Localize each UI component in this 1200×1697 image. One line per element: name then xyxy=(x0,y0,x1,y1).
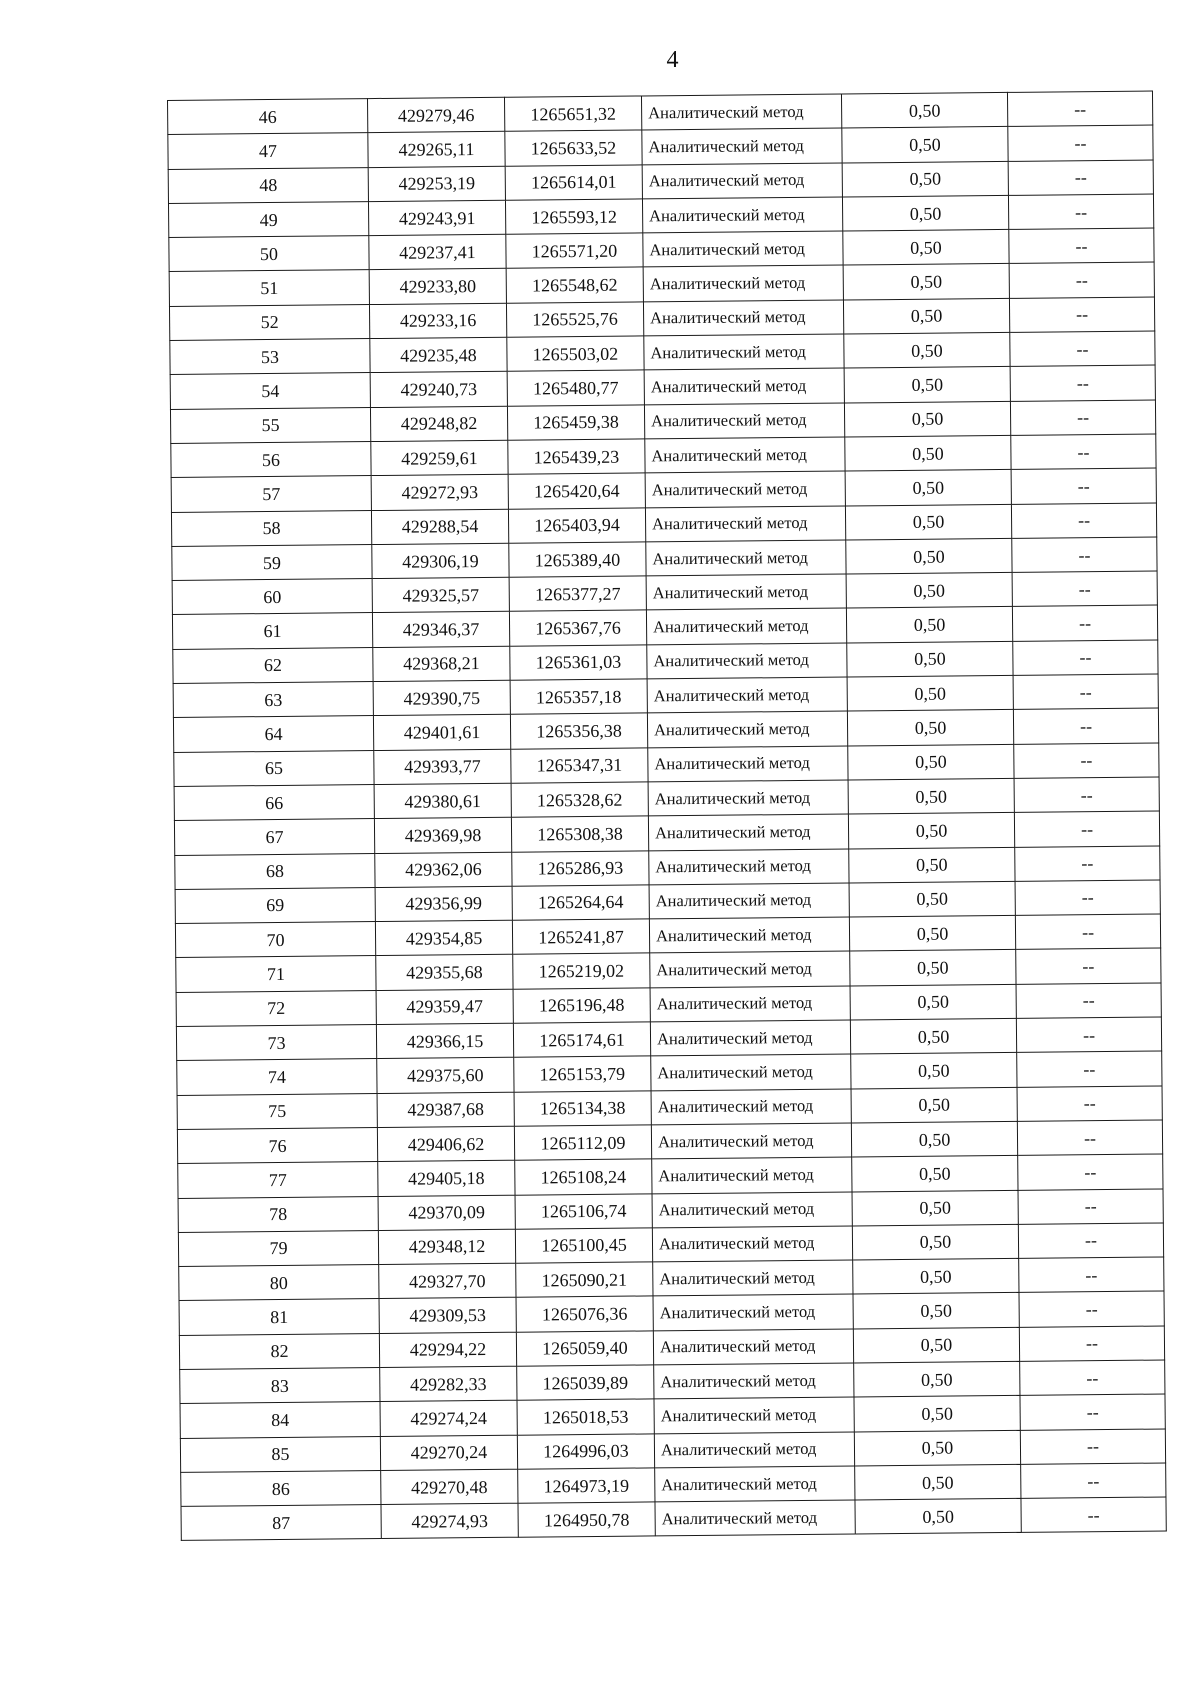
y-coordinate-cell: 1265196,48 xyxy=(513,988,650,1024)
x-coordinate-cell: 429288,54 xyxy=(371,509,508,545)
method-cell: Аналитический метод xyxy=(652,1191,852,1227)
x-coordinate-cell: 429237,41 xyxy=(369,234,506,270)
y-coordinate-cell: 1265357,18 xyxy=(510,679,647,715)
x-coordinate-cell: 429366,15 xyxy=(376,1023,513,1059)
accuracy-cell: 0,50 xyxy=(848,778,1014,814)
y-coordinate-cell: 1265347,31 xyxy=(511,748,648,784)
x-coordinate-cell: 429253,19 xyxy=(368,166,505,202)
point-number-cell: 83 xyxy=(180,1368,380,1404)
x-coordinate-cell: 429380,61 xyxy=(374,783,511,819)
x-coordinate-cell: 429348,12 xyxy=(378,1229,515,1265)
method-cell: Аналитический метод xyxy=(645,437,845,473)
method-cell: Аналитический метод xyxy=(655,1466,855,1502)
point-number-cell: 84 xyxy=(180,1402,380,1438)
x-coordinate-cell: 429270,24 xyxy=(380,1435,517,1471)
y-coordinate-cell: 1265403,94 xyxy=(508,507,645,543)
x-coordinate-cell: 429369,98 xyxy=(374,817,511,853)
method-cell: Аналитический метод xyxy=(646,540,846,576)
note-cell: -- xyxy=(1008,125,1153,161)
point-number-cell: 57 xyxy=(171,476,371,512)
accuracy-cell: 0,50 xyxy=(851,1087,1017,1123)
accuracy-cell: 0,50 xyxy=(845,435,1011,471)
x-coordinate-cell: 429387,68 xyxy=(377,1092,514,1128)
method-cell: Аналитический метод xyxy=(653,1260,853,1296)
x-coordinate-cell: 429233,16 xyxy=(369,303,506,339)
method-cell: Аналитический метод xyxy=(651,1054,851,1090)
y-coordinate-cell: 1265356,38 xyxy=(510,713,647,749)
note-cell: -- xyxy=(1020,1360,1165,1396)
note-cell: -- xyxy=(1017,1120,1162,1156)
x-coordinate-cell: 429248,82 xyxy=(370,406,507,442)
accuracy-cell: 0,50 xyxy=(845,470,1011,506)
x-coordinate-cell: 429235,48 xyxy=(370,337,507,373)
y-coordinate-cell: 1265367,76 xyxy=(509,610,646,646)
note-cell: -- xyxy=(1021,1463,1166,1499)
accuracy-cell: 0,50 xyxy=(842,195,1008,231)
accuracy-cell: 0,50 xyxy=(853,1258,1019,1294)
x-coordinate-cell: 429370,09 xyxy=(378,1195,515,1231)
point-number-cell: 47 xyxy=(168,133,368,169)
point-number-cell: 87 xyxy=(181,1505,381,1541)
x-coordinate-cell: 429359,47 xyxy=(376,989,513,1025)
method-cell: Аналитический метод xyxy=(649,917,849,953)
y-coordinate-cell: 1265633,52 xyxy=(505,130,642,166)
accuracy-cell: 0,50 xyxy=(842,161,1008,197)
method-cell: Аналитический метод xyxy=(652,1157,852,1193)
note-cell: -- xyxy=(1020,1394,1165,1430)
note-cell: -- xyxy=(1009,297,1154,333)
y-coordinate-cell: 1265090,21 xyxy=(516,1262,653,1298)
method-cell: Аналитический метод xyxy=(653,1294,853,1330)
point-number-cell: 56 xyxy=(171,442,371,478)
method-cell: Аналитический метод xyxy=(650,986,850,1022)
point-number-cell: 71 xyxy=(176,956,376,992)
point-number-cell: 59 xyxy=(172,544,372,580)
point-number-cell: 74 xyxy=(177,1059,377,1095)
method-cell: Аналитический метод xyxy=(643,300,843,336)
point-number-cell: 81 xyxy=(179,1299,379,1335)
note-cell: -- xyxy=(1012,605,1157,641)
y-coordinate-cell: 1264973,19 xyxy=(518,1468,655,1504)
point-number-cell: 64 xyxy=(173,716,373,752)
note-cell: -- xyxy=(1018,1154,1163,1190)
y-coordinate-cell: 1265018,53 xyxy=(517,1399,654,1435)
point-number-cell: 70 xyxy=(175,922,375,958)
note-cell: -- xyxy=(1019,1257,1164,1293)
y-coordinate-cell: 1265112,09 xyxy=(514,1125,651,1161)
method-cell: Аналитический метод xyxy=(644,403,844,439)
note-cell: -- xyxy=(1019,1326,1164,1362)
note-cell: -- xyxy=(1010,365,1155,401)
method-cell: Аналитический метод xyxy=(648,746,848,782)
point-number-cell: 58 xyxy=(171,510,371,546)
method-cell: Аналитический метод xyxy=(648,814,848,850)
method-cell: Аналитический метод xyxy=(652,1226,852,1262)
accuracy-cell: 0,50 xyxy=(853,1327,1019,1363)
y-coordinate-cell: 1265459,38 xyxy=(507,405,644,441)
point-number-cell: 50 xyxy=(169,236,369,272)
coordinates-table-body xyxy=(168,91,1167,1541)
y-coordinate-cell: 1265241,87 xyxy=(512,919,649,955)
point-number-cell: 62 xyxy=(173,647,373,683)
point-number-cell: 76 xyxy=(177,1127,377,1163)
y-coordinate-cell: 1265593,12 xyxy=(505,199,642,235)
x-coordinate-cell: 429356,99 xyxy=(375,886,512,922)
x-coordinate-cell: 429265,11 xyxy=(368,132,505,168)
x-coordinate-cell: 429393,77 xyxy=(374,749,511,785)
method-cell: Аналитический метод xyxy=(650,1020,850,1056)
x-coordinate-cell: 429233,80 xyxy=(369,269,506,305)
x-coordinate-cell: 429306,19 xyxy=(372,543,509,579)
note-cell: -- xyxy=(1019,1291,1164,1327)
point-number-cell: 68 xyxy=(175,853,375,889)
note-cell: -- xyxy=(1010,331,1155,367)
x-coordinate-cell: 429405,18 xyxy=(378,1160,515,1196)
x-coordinate-cell: 429240,73 xyxy=(370,372,507,408)
note-cell: -- xyxy=(1010,400,1155,436)
accuracy-cell: 0,50 xyxy=(844,332,1010,368)
y-coordinate-cell: 1265525,76 xyxy=(506,302,643,338)
x-coordinate-cell: 429259,61 xyxy=(371,440,508,476)
x-coordinate-cell: 429274,24 xyxy=(380,1400,517,1436)
note-cell: -- xyxy=(1007,91,1152,127)
x-coordinate-cell: 429362,06 xyxy=(375,852,512,888)
accuracy-cell: 0,50 xyxy=(854,1361,1020,1397)
y-coordinate-cell: 1265308,38 xyxy=(511,816,648,852)
point-number-cell: 65 xyxy=(174,750,374,786)
method-cell: Аналитический метод xyxy=(654,1363,854,1399)
point-number-cell: 46 xyxy=(168,99,368,135)
x-coordinate-cell: 429354,85 xyxy=(375,920,512,956)
x-coordinate-cell: 429270,48 xyxy=(381,1469,518,1505)
method-cell: Аналитический метод xyxy=(648,780,848,816)
note-cell: -- xyxy=(1014,811,1159,847)
accuracy-cell: 0,50 xyxy=(852,1224,1018,1260)
accuracy-cell: 0,50 xyxy=(848,813,1014,849)
point-number-cell: 55 xyxy=(170,407,370,443)
accuracy-cell: 0,50 xyxy=(848,744,1014,780)
method-cell: Аналитический метод xyxy=(644,334,844,370)
accuracy-cell: 0,50 xyxy=(847,675,1013,711)
note-cell: -- xyxy=(1020,1429,1165,1465)
note-cell: -- xyxy=(1014,777,1159,813)
y-coordinate-cell: 1265134,38 xyxy=(514,1091,651,1127)
y-coordinate-cell: 1265420,64 xyxy=(508,473,645,509)
point-number-cell: 63 xyxy=(173,682,373,718)
x-coordinate-cell: 429279,46 xyxy=(367,97,504,133)
method-cell: Аналитический метод xyxy=(651,1089,851,1125)
x-coordinate-cell: 429325,57 xyxy=(372,577,509,613)
y-coordinate-cell: 1265361,03 xyxy=(510,645,647,681)
accuracy-cell: 0,50 xyxy=(843,264,1009,300)
note-cell: -- xyxy=(1015,880,1160,916)
note-cell: -- xyxy=(1016,948,1161,984)
x-coordinate-cell: 429282,33 xyxy=(380,1366,517,1402)
y-coordinate-cell: 1265106,74 xyxy=(515,1193,652,1229)
method-cell: Аналитический метод xyxy=(655,1500,855,1536)
y-coordinate-cell: 1265100,45 xyxy=(515,1228,652,1264)
method-cell: Аналитический метод xyxy=(646,574,846,610)
note-cell: -- xyxy=(1016,983,1161,1019)
y-coordinate-cell: 1265548,62 xyxy=(506,267,643,303)
note-cell: -- xyxy=(1017,1086,1162,1122)
y-coordinate-cell: 1265059,40 xyxy=(516,1331,653,1367)
point-number-cell: 67 xyxy=(174,819,374,855)
method-cell: Аналитический метод xyxy=(646,608,846,644)
y-coordinate-cell: 1265439,23 xyxy=(508,439,645,475)
point-number-cell: 75 xyxy=(177,1093,377,1129)
point-number-cell: 78 xyxy=(178,1196,378,1232)
note-cell: -- xyxy=(1013,708,1158,744)
y-coordinate-cell: 1265377,27 xyxy=(509,576,646,612)
x-coordinate-cell: 429368,21 xyxy=(373,646,510,682)
method-cell: Аналитический метод xyxy=(647,677,847,713)
method-cell: Аналитический метод xyxy=(649,883,849,919)
y-coordinate-cell: 1265286,93 xyxy=(512,850,649,886)
note-cell: -- xyxy=(1013,640,1158,676)
point-number-cell: 53 xyxy=(170,339,370,375)
x-coordinate-cell: 429309,53 xyxy=(379,1298,516,1334)
note-cell: -- xyxy=(1017,1051,1162,1087)
page-number: 4 xyxy=(666,47,679,73)
method-cell: Аналитический метод xyxy=(645,471,845,507)
point-number-cell: 60 xyxy=(172,579,372,615)
x-coordinate-cell: 429375,60 xyxy=(377,1058,514,1094)
x-coordinate-cell: 429274,93 xyxy=(381,1503,518,1539)
x-coordinate-cell: 429401,61 xyxy=(373,715,510,751)
y-coordinate-cell: 1265264,64 xyxy=(512,885,649,921)
note-cell: -- xyxy=(1015,846,1160,882)
note-cell: -- xyxy=(1012,571,1157,607)
note-cell: -- xyxy=(1009,228,1154,264)
method-cell: Аналитический метод xyxy=(654,1397,854,1433)
y-coordinate-cell: 1265480,77 xyxy=(507,370,644,406)
point-number-cell: 72 xyxy=(176,990,376,1026)
note-cell: -- xyxy=(1011,434,1156,470)
accuracy-cell: 0,50 xyxy=(849,881,1015,917)
accuracy-cell: 0,50 xyxy=(853,1293,1019,1329)
note-cell: -- xyxy=(1014,743,1159,779)
method-cell: Аналитический метод xyxy=(654,1432,854,1468)
point-number-cell: 73 xyxy=(176,1025,376,1061)
accuracy-cell: 0,50 xyxy=(846,573,1012,609)
y-coordinate-cell: 1264950,78 xyxy=(518,1502,655,1538)
note-cell: -- xyxy=(1021,1497,1166,1533)
x-coordinate-cell: 429294,22 xyxy=(379,1332,516,1368)
accuracy-cell: 0,50 xyxy=(850,950,1016,986)
point-number-cell: 54 xyxy=(170,373,370,409)
point-number-cell: 82 xyxy=(179,1333,379,1369)
point-number-cell: 79 xyxy=(178,1230,378,1266)
accuracy-cell: 0,50 xyxy=(841,92,1007,128)
point-number-cell: 85 xyxy=(180,1436,380,1472)
accuracy-cell: 0,50 xyxy=(851,1053,1017,1089)
note-cell: -- xyxy=(1011,468,1156,504)
method-cell: Аналитический метод xyxy=(644,368,844,404)
accuracy-cell: 0,50 xyxy=(852,1190,1018,1226)
y-coordinate-cell: 1265108,24 xyxy=(515,1159,652,1195)
x-coordinate-cell: 429390,75 xyxy=(373,680,510,716)
note-cell: -- xyxy=(1016,1017,1161,1053)
accuracy-cell: 0,50 xyxy=(842,127,1008,163)
accuracy-cell: 0,50 xyxy=(845,504,1011,540)
point-number-cell: 48 xyxy=(168,167,368,203)
y-coordinate-cell: 1265039,89 xyxy=(517,1365,654,1401)
accuracy-cell: 0,50 xyxy=(849,847,1015,883)
note-cell: -- xyxy=(1015,914,1160,950)
accuracy-cell: 0,50 xyxy=(843,230,1009,266)
method-cell: Аналитический метод xyxy=(643,231,843,267)
note-cell: -- xyxy=(1012,537,1157,573)
y-coordinate-cell: 1265328,62 xyxy=(511,782,648,818)
point-number-cell: 66 xyxy=(174,784,374,820)
accuracy-cell: 0,50 xyxy=(854,1430,1020,1466)
accuracy-cell: 0,50 xyxy=(852,1156,1018,1192)
accuracy-cell: 0,50 xyxy=(850,984,1016,1020)
point-number-cell: 49 xyxy=(168,201,368,237)
point-number-cell: 80 xyxy=(179,1265,379,1301)
note-cell: -- xyxy=(1013,674,1158,710)
note-cell: -- xyxy=(1011,503,1156,539)
y-coordinate-cell: 1265389,40 xyxy=(509,542,646,578)
method-cell: Аналитический метод xyxy=(643,266,843,302)
note-cell: -- xyxy=(1009,263,1154,299)
method-cell: Аналитический метод xyxy=(647,711,847,747)
method-cell: Аналитический метод xyxy=(653,1329,853,1365)
method-cell: Аналитический метод xyxy=(641,94,841,130)
note-cell: -- xyxy=(1008,194,1153,230)
point-number-cell: 51 xyxy=(169,270,369,306)
y-coordinate-cell: 1265651,32 xyxy=(504,96,641,132)
note-cell: -- xyxy=(1008,160,1153,196)
note-cell: -- xyxy=(1018,1188,1163,1224)
accuracy-cell: 0,50 xyxy=(846,538,1012,574)
point-number-cell: 77 xyxy=(178,1162,378,1198)
accuracy-cell: 0,50 xyxy=(851,1121,1017,1157)
y-coordinate-cell: 1265614,01 xyxy=(505,165,642,201)
accuracy-cell: 0,50 xyxy=(850,1018,1016,1054)
method-cell: Аналитический метод xyxy=(642,128,842,164)
accuracy-cell: 0,50 xyxy=(847,710,1013,746)
accuracy-cell: 0,50 xyxy=(846,607,1012,643)
x-coordinate-cell: 429346,37 xyxy=(372,612,509,648)
accuracy-cell: 0,50 xyxy=(855,1499,1021,1535)
accuracy-cell: 0,50 xyxy=(855,1464,1021,1500)
y-coordinate-cell: 1265219,02 xyxy=(513,953,650,989)
accuracy-cell: 0,50 xyxy=(843,298,1009,334)
y-coordinate-cell: 1265076,36 xyxy=(516,1296,653,1332)
accuracy-cell: 0,50 xyxy=(847,641,1013,677)
point-number-cell: 86 xyxy=(181,1470,381,1506)
method-cell: Аналитический метод xyxy=(647,643,847,679)
accuracy-cell: 0,50 xyxy=(854,1396,1020,1432)
y-coordinate-cell: 1264996,03 xyxy=(517,1433,654,1469)
method-cell: Аналитический метод xyxy=(650,951,850,987)
y-coordinate-cell: 1265174,61 xyxy=(513,1022,650,1058)
coordinates-table xyxy=(167,91,1167,1542)
x-coordinate-cell: 429327,70 xyxy=(379,1263,516,1299)
y-coordinate-cell: 1265571,20 xyxy=(506,233,643,269)
method-cell: Аналитический метод xyxy=(645,506,845,542)
x-coordinate-cell: 429272,93 xyxy=(371,475,508,511)
y-coordinate-cell: 1265503,02 xyxy=(507,336,644,372)
y-coordinate-cell: 1265153,79 xyxy=(514,1056,651,1092)
accuracy-cell: 0,50 xyxy=(844,367,1010,403)
accuracy-cell: 0,50 xyxy=(844,401,1010,437)
method-cell: Аналитический метод xyxy=(649,849,849,885)
method-cell: Аналитический метод xyxy=(642,197,842,233)
method-cell: Аналитический метод xyxy=(651,1123,851,1159)
point-number-cell: 69 xyxy=(175,887,375,923)
point-number-cell: 61 xyxy=(172,613,372,649)
note-cell: -- xyxy=(1018,1223,1163,1259)
x-coordinate-cell: 429355,68 xyxy=(376,955,513,991)
x-coordinate-cell: 429243,91 xyxy=(368,200,505,236)
accuracy-cell: 0,50 xyxy=(849,916,1015,952)
point-number-cell: 52 xyxy=(169,304,369,340)
x-coordinate-cell: 429406,62 xyxy=(377,1126,514,1162)
method-cell: Аналитический метод xyxy=(642,163,842,199)
